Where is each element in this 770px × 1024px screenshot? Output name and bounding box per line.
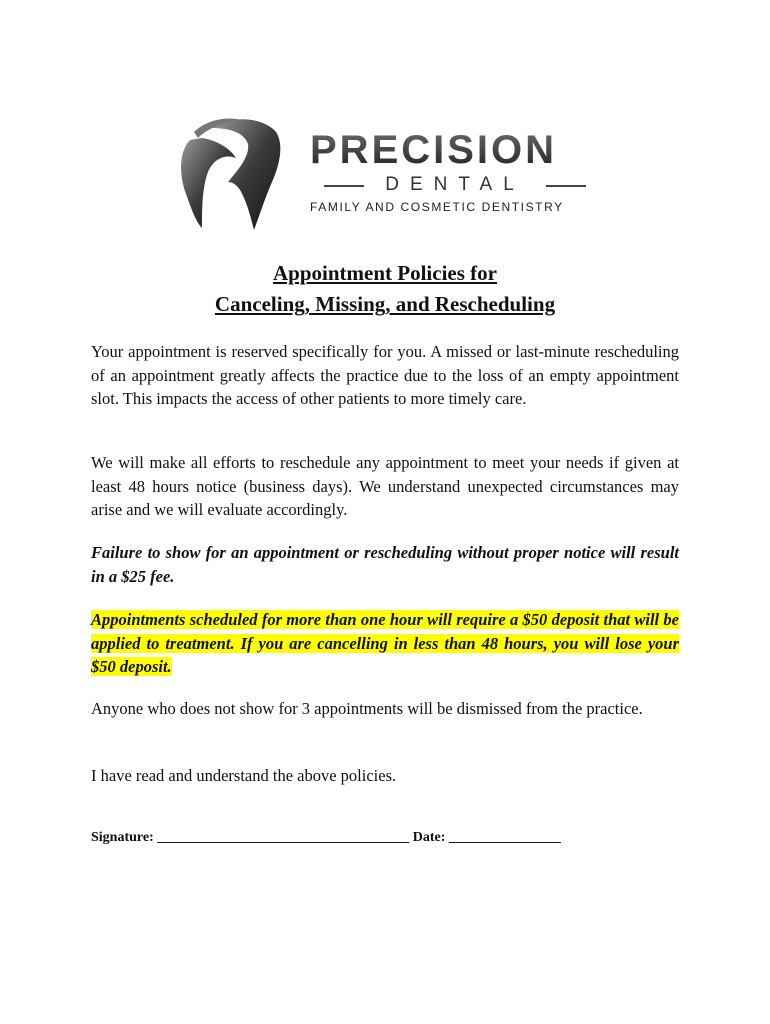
signature-label: Signature:	[91, 830, 154, 845]
policy-paragraph-reserved: Your appointment is reserved specifically for you. A missed or last-minute rescheduling of an appointment greatly affects the practice due to the loss of an empty appointment slot. This impacts the access of other patients to more timely care.	[91, 342, 679, 408]
policy-paragraph-reschedule: We will make all efforts to reschedule any appointment to meet your needs if given at least 48 hours notice (business days). We understand unexpected circumstances may arise and we will evaluate accordingly.	[91, 453, 679, 519]
date-field[interactable]: ________________	[448, 830, 561, 845]
policy-paragraph-fee: Failure to show for an appointment or rescheduling without proper notice will result in a $25 fee.	[91, 543, 679, 586]
policy-paragraph-dismissal: Anyone who does not show for 3 appointments will be dismissed from the practice.	[91, 699, 643, 718]
title-line-2: Canceling, Missing, and Rescheduling	[214, 292, 556, 316]
deposit-highlight: Appointments scheduled for more than one hour will require a $50 deposit that will be applied to treatment. If you are cancelling in less than 48 hours, you will lose your $50 deposit.	[91, 610, 679, 676]
logo-rule-right	[546, 185, 586, 187]
tooth-logo-icon	[172, 110, 284, 238]
title-line-1: Appointment Policies for	[273, 261, 497, 285]
logo-wordmark	[310, 128, 602, 214]
logo-sub-name: DENTAL	[385, 174, 525, 195]
practice-logo	[172, 110, 602, 238]
logo-sub-row	[310, 174, 602, 196]
logo-tagline: FAMILY AND COSMETIC DENTISTRY	[310, 200, 564, 214]
logo-brand-name: PRECISION	[310, 128, 602, 172]
policy-paragraph-deposit	[91, 608, 679, 679]
acknowledgement-text: I have read and understand the above policies.	[91, 766, 397, 785]
signature-field[interactable]: ____________________________________	[157, 830, 410, 845]
logo-rule-left	[324, 185, 364, 187]
signature-line	[91, 828, 561, 848]
date-label: Date:	[412, 830, 446, 845]
document-title	[0, 258, 770, 320]
